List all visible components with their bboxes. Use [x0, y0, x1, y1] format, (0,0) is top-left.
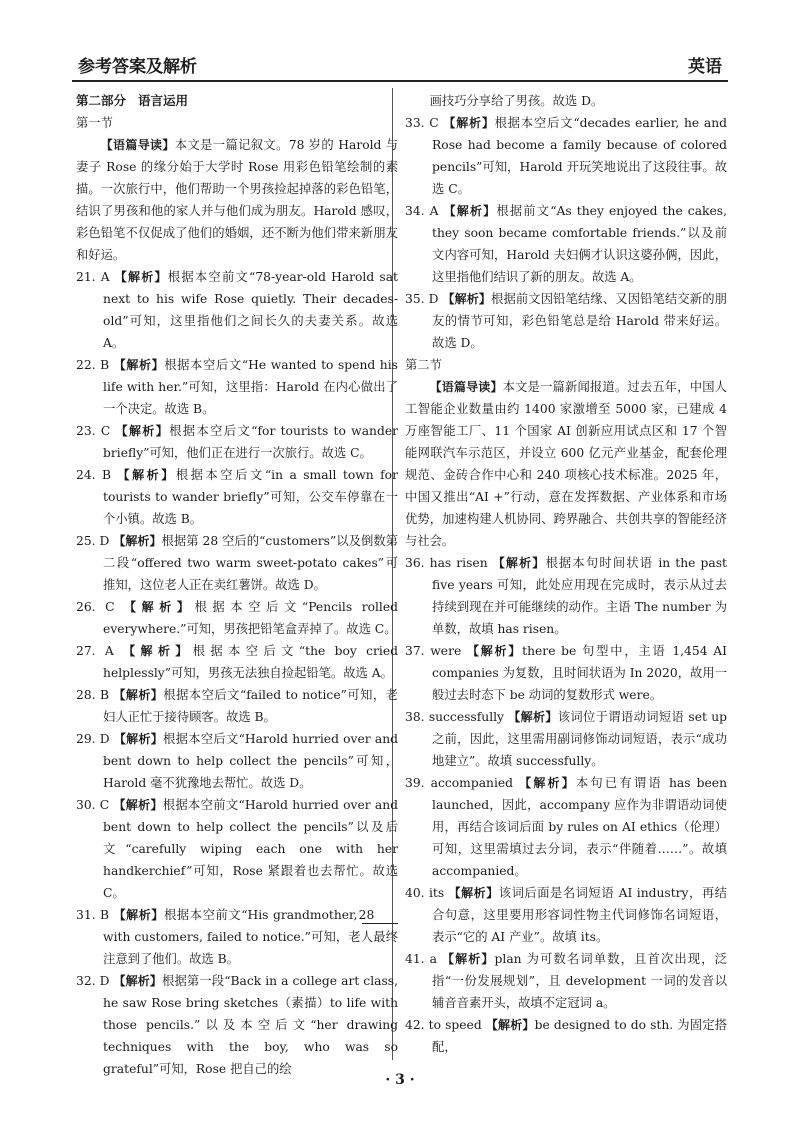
answer-item [76, 266, 398, 354]
answer-item [76, 464, 398, 530]
answer-number: 29. D [76, 732, 110, 746]
subsection-label: 第一节 [76, 116, 113, 130]
analysis-text: there be 句型中，主语 1,454 AI companies 为复数，且时间状语为 In 2020，故用一般过去时态下 be 动词的复数形式 were。 [432, 644, 727, 702]
analysis-text: 根据本句时间状语 in the past five years 可知，此处应用现在完成时，表示从过去持续到现在并可能继续的动作。主语 The number 为单数，故填 has risen。 [432, 556, 727, 636]
analysis-text: 根据本空后文“He wanted to spend his life with her.”可知，这里指：Harold 在内心做出了一个决定。故选 B。 [103, 358, 398, 416]
answer-item [76, 640, 398, 684]
answer-number: 34. A [405, 204, 439, 218]
section-subtitle: 语言运用 [138, 93, 189, 108]
analysis-text: 本句已有谓语 has been launched，因此，accompany 应作为非谓语动词使用，再结合该词后面 by rules on AI ethics（伦理）可知，这里需填过去分词，表示“伴随着……”。故填 accompanied。 [432, 776, 727, 878]
analysis-tag: 【解析】 [492, 556, 546, 570]
blank-number: 28 [362, 907, 398, 924]
analysis-text: 根据本空后文“the boy cried helplessly”可知，男孩无法独自捡起铅笔。故选 A。 [103, 644, 398, 680]
analysis-tag: 【解析】 [448, 886, 499, 900]
answer-item [405, 552, 727, 640]
answer-number: 35. D [405, 292, 439, 306]
analysis-tag: 【解析】 [115, 424, 170, 438]
reading-guide [405, 376, 727, 552]
reading-guide-text: 本文是一篇记叙文。78 岁的 Harold 与妻子 Rose 的缘分始于大学时 Rose 用彩色铅笔绘制的素描。一次旅行中，他们帮助一个男孩捡起掉落的彩色铅笔，结识了男孩和他的家人并与他们成为朋友。Harold 感叹，彩色铅笔不仅促成了他们的婚姻，还不断为他们带来新朋友和好运。 [76, 138, 398, 262]
analysis-tag: 【解析】 [124, 600, 195, 614]
answer-number: 26. C [76, 600, 115, 614]
answer-item [405, 706, 727, 772]
analysis-text: 根据本空后文“for tourists to wander briefly”可知，他们正在进行一次旅行。故选 C。 [103, 424, 398, 460]
answer-item [405, 772, 727, 882]
answer-number: 23. C [76, 424, 111, 438]
answer-number: 21. A [76, 270, 110, 284]
answer-item [405, 112, 727, 200]
analysis-text: 根据前文“As they enjoyed the cakes, they soon became comfortable friends.”以及前文内容可知，Harold 夫妇俩才认识这婆孙俩，因此，这里指他们结识了新的朋友。故选 A。 [432, 204, 727, 284]
analysis-text: with customers, failed to notice.”可知，老人最终注意到了他们。故选 B。 [103, 930, 398, 966]
analysis-tag: 【解析】 [443, 116, 495, 130]
analysis-tag: 【解析】 [113, 732, 164, 746]
analysis-tag: 【解析】 [113, 358, 165, 372]
answer-item [76, 728, 398, 794]
reading-guide [76, 134, 398, 266]
analysis-text: 根据本空前文“His grandmother, [163, 908, 358, 922]
answer-item [405, 640, 727, 706]
answer-number: 25. D [76, 534, 110, 548]
answer-item [405, 288, 727, 354]
analysis-text: 根据本空后文“Pencils rolled everywhere.”可知，男孩把铅笔盒弄掉了。故选 C。 [103, 600, 398, 636]
analysis-text: 根据本空前文“78-year-old Harold sat next to his wife Rose quietly. Their decades-old”可知，这里指他们之间长久的夫妻关系。故选 A。 [103, 270, 398, 350]
analysis-tag: 【解析】 [485, 1018, 535, 1032]
answer-number: 31. B [76, 908, 110, 922]
analysis-text: 根据本空后文“failed to notice”可知，老妇人正忙于接待顾客。故选 B。 [103, 688, 398, 724]
answer-item [405, 200, 727, 288]
reading-guide-tag: 【语篇导读】 [429, 380, 503, 394]
answer-item [76, 354, 398, 420]
analysis-tag: 【解析】 [113, 974, 163, 988]
analysis-tag: 【解析】 [114, 270, 168, 284]
analysis-text: 根据本空后文“Harold hurried over and bent down to help collect the pencils”可知，Harold 毫不犹豫地去帮忙。故选 D。 [103, 732, 398, 790]
analysis-text: 根据第一段“Back in a college art class, he saw Rose bring sketches（素描）to life with those pencils.”以及本空后文“her drawing techniques with the boy, who was so grateful”可知，Rose 把自己的绘 [103, 974, 398, 1076]
analysis-tag: 【解析】 [113, 908, 164, 922]
analysis-tag: 【解析】 [466, 644, 523, 658]
answer-item [76, 596, 398, 640]
section-heading [76, 90, 398, 112]
header-title: 参考答案及解析 [78, 57, 197, 77]
analysis-text: 根据本空后文“decades earlier, he and Rose had become a family because of colored pencils”可知，Harold 开玩笑地说出了这段往事。故选 C。 [432, 116, 727, 196]
analysis-text: 根据前文因铅笔结缘、又因铅笔结交新的朋友的情节可知，彩色铅笔总是给 Harold 带来好运。故选 D。 [432, 292, 727, 350]
analysis-tag: 【解析】 [441, 952, 495, 966]
answer-item [405, 882, 727, 948]
analysis-tag: 【解析】 [443, 204, 497, 218]
continued-text: 画技巧分享给了男孩。故选 D。 [429, 94, 604, 108]
reading-guide-tag: 【语篇导读】 [100, 138, 175, 152]
answer-number: 24. B [76, 468, 112, 482]
answer-number: 22. B [76, 358, 110, 372]
answer-number: 38. successfully [405, 710, 505, 724]
answer-number: 32. D [76, 974, 110, 988]
answer-item [76, 904, 398, 970]
answer-number: 37. were [405, 644, 462, 658]
answer-number: 39. accompanied [405, 776, 514, 790]
analysis-text: 根据本空后文“in a small town for tourists to wander briefly”可知，公交车停靠在一个小镇。故选 B。 [103, 468, 398, 526]
left-column [76, 90, 398, 1080]
answer-number: 33. C [405, 116, 439, 130]
answer-item [405, 948, 727, 1014]
section-title: 第二部分 [76, 93, 127, 108]
analysis-tag: 【解析】 [508, 710, 558, 724]
answer-number: 42. to speed [405, 1018, 482, 1032]
analysis-text: plan 为可数名词单数，且首次出现，泛指“一份发展规划”，且 development 一词的发音以辅音音素开头，故填不定冠词 a。 [432, 952, 727, 1010]
analysis-tag: 【解析】 [113, 798, 163, 812]
answer-number: 40. its [405, 886, 445, 900]
right-column [405, 90, 727, 1058]
analysis-tag: 【解析】 [113, 534, 162, 548]
answer-number: 36. has risen [405, 556, 488, 570]
subsection-label: 第二节 [405, 358, 442, 372]
page-number: · 3 · [385, 1072, 415, 1088]
answer-number: 30. C [76, 798, 110, 812]
answer-item [76, 530, 398, 596]
analysis-tag: 【解析】 [117, 468, 176, 482]
answer-item [76, 970, 398, 1080]
header-rule [72, 80, 728, 82]
analysis-text: 该词位于谓语动词短语 set up 之前，因此，这里需用副词修饰动词短语，表示“成功地建立”。故填 successfully。 [432, 710, 727, 768]
analysis-tag: 【解析】 [123, 644, 193, 658]
answer-item [76, 420, 398, 464]
answer-item [405, 1014, 727, 1058]
header-subject: 英语 [688, 57, 722, 77]
analysis-text: 该词后面是名词短语 AI industry，再结合句意，这里要用形容词性物主代词修饰名词短语，表示“它的 AI 产业”。故填 its。 [432, 886, 727, 944]
answer-number: 28. B [76, 688, 109, 702]
answer-number: 41. a [405, 952, 437, 966]
reading-guide-text: 本文是一篇新闻报道。过去五年，中国人工智能企业数量由约 1400 家激增至 5000 家，已建成 4 万座智能工厂、11 个国家 AI 创新应用试点区和 17 个智能网联汽车示范区，并设立 600 亿元产业基金，配套伦理规范、金砖合作中心和 240 项核心技术标准。2025 年，中国又推出“AI +”行动，意在发挥数据、产业体系和市场优势，加速构建人机协同、跨界融合、共创共享的智能经济与社会。 [405, 380, 727, 548]
answer-number: 27. A [76, 644, 114, 658]
analysis-text: be designed to do sth. 为固定搭配， [432, 1018, 727, 1054]
analysis-text: 根据本空前文“Harold hurried over and bent down to help collect the pencils”以及后文“carefully wiping each one with her handkerchief”可知，Rose 紧跟着也去帮忙。故选 C。 [103, 798, 398, 900]
analysis-tag: 【解析】 [442, 292, 492, 306]
analysis-tag: 【解析】 [519, 776, 576, 790]
answer-item [76, 794, 398, 904]
answer-item [76, 684, 398, 728]
analysis-tag: 【解析】 [113, 688, 164, 702]
analysis-text: 根据第 28 空后的“customers”以及倒数第二段“offered two warm sweet-potato cakes”可推知，这位老人正在卖红薯饼。故选 D。 [103, 534, 398, 592]
